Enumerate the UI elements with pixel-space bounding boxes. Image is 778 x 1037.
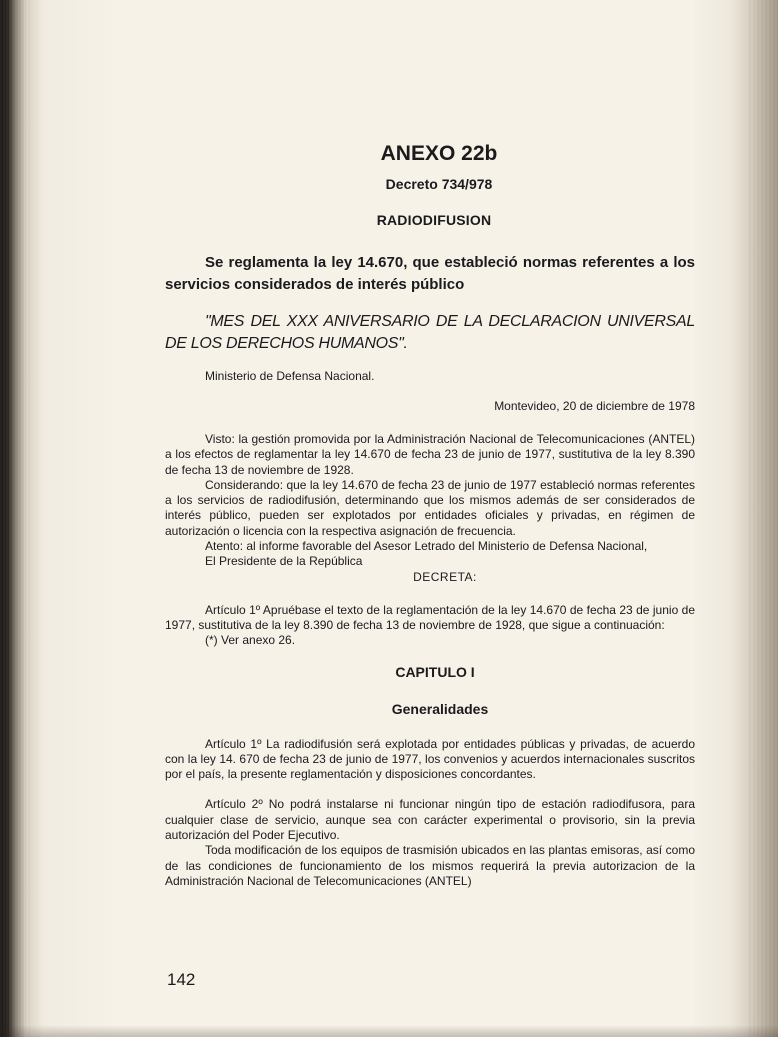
commemorative-motto: "MES DEL XXX ANIVERSARIO DE LA DECLARACION UNIVERSAL DE LOS DERECHOS HUMANOS". (165, 313, 695, 352)
annex-reference-note: (*) Ver anexo 26. (205, 633, 296, 648)
topic-heading: RADIODIFUSION (376, 212, 492, 228)
chapter-title: CAPITULO I (395, 663, 475, 680)
book-fore-edge (0, 0, 30, 1037)
decree-subject: Se reglamenta la ley 14.670, que estableció normas referentes a los servicios considerados de interés público (165, 254, 695, 293)
regulation-article-1: Artículo 1º La radiodifusión será explotada por entidades públicas y privadas, de acuerdo con la ley 14. 670 de fecha 23 de junio de 1977, los convenios y acuerdos internacionales suscritos por el país, la presente reglamentación y disposiciones concordantes. (165, 736, 695, 782)
atento-paragraph: Atento: al informe favorable del Asesor Letrado del Ministerio de Defensa Nacional, (205, 539, 648, 554)
president-line: El Presidente de la República (205, 554, 363, 569)
page-content (165, 135, 695, 889)
decree-article-1: Artículo 1º Apruébase el texto de la reglamentación de la ley 14.670 de fecha 23 de junio de 1977, sustitutiva de la ley 8.390 de fecha 13 de noviembre de 1928, que sigue a continuación: (165, 602, 695, 632)
considerando-paragraph: Considerando: que la ley 14.670 de fecha 23 de junio de 1977 estableció normas referentes a los servicios de radiodifusión, determinando que los mismos además de ser considerados de interés público, pueden ser explotados por entidades oficiales y privadas, en régimen de autorización o licencia con la respectiva asignación de frecuencia. (165, 477, 695, 538)
visto-paragraph: Visto: la gestión promovida por la Administración Nacional de Telecomunicaciones (ANTEL) a los efectos de reglamentar la ley 14.670 de fecha 23 de junio de 1977, sustitutiva de la ley 8.390 de fecha 13 de noviembre de 1928. (165, 432, 695, 477)
page-number: 142 (167, 970, 196, 989)
preamble (165, 432, 695, 585)
regulation-article-2: Artículo 2º No podrá instalarse ni funcionar ningún tipo de estación radiodifusora, para cualquier clase de servicio, aunque sea con carácter experimental o provisorio, sin la previa autorización del Poder Ejecutivo. (165, 797, 695, 843)
ministry-line: Ministerio de Defensa Nacional. (205, 369, 375, 383)
decree-article (165, 603, 695, 649)
page-gutter-shadow (748, 0, 778, 1037)
section-title: Generalidades (391, 700, 489, 717)
decreta-heading: DECRETA: (413, 569, 477, 584)
page-bottom-edge (0, 1025, 778, 1037)
decree-number: Decreto 734/978 (385, 176, 493, 192)
annex-title: ANEXO 22b (380, 142, 498, 165)
regulation-article-2-paragraph: Toda modificación de los equipos de trasmisión ubicados en las plantas emisoras, así como de las condiciones de funcionamiento de los mismos requerirá la previa autorizacion de la Administración Nacional de Telecomunicaciones (ANTEL) (165, 843, 695, 888)
place-and-date: Montevideo, 20 de diciembre de 1978 (494, 399, 695, 413)
regulation-articles (165, 737, 695, 890)
